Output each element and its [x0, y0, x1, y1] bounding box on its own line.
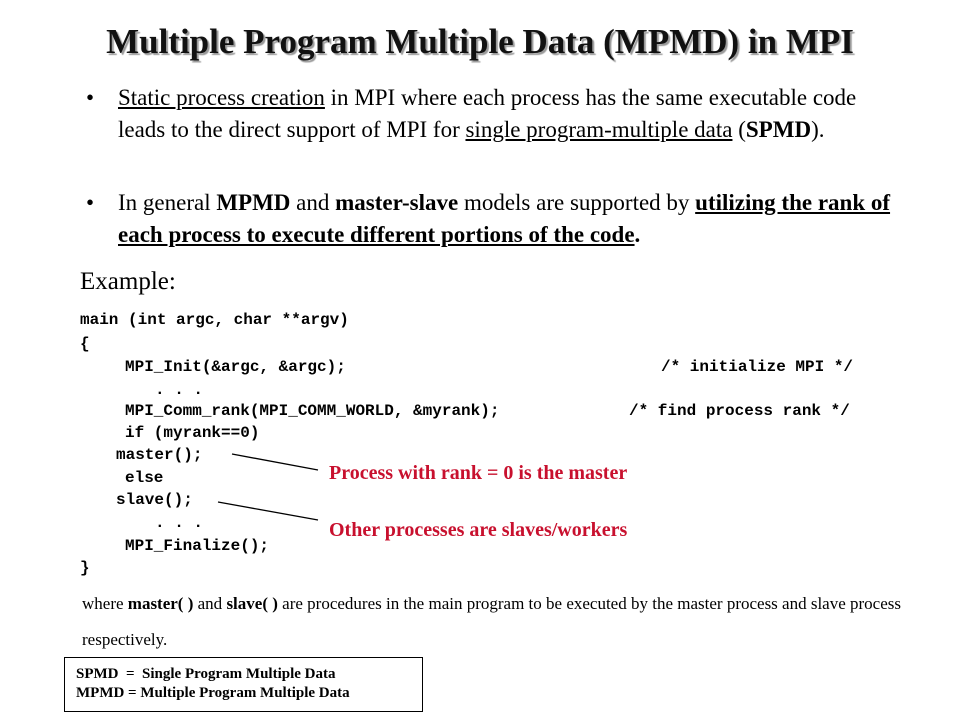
- spmd-acronym: SPMD: [745, 117, 812, 142]
- legend-spmd: SPMD = Single Program Multiple Data: [76, 666, 336, 682]
- slave-function: slave( ): [226, 594, 278, 613]
- static-creation-text: Static process creation: [118, 85, 325, 110]
- mpmd-acronym: MPMD: [216, 190, 291, 215]
- code-line: . . .: [155, 514, 204, 532]
- master-callout: Process with rank = 0 is the master: [329, 462, 628, 484]
- slave-callout: Other processes are slaves/workers: [329, 519, 628, 541]
- legend-mpmd: MPMD = Multiple Program Multiple Data: [76, 685, 350, 701]
- code-line: if (myrank==0): [125, 424, 260, 442]
- bullet-text: In general: [118, 190, 217, 215]
- acronym-legend-box: [64, 657, 423, 712]
- code-line: main (int argc, char **argv): [80, 311, 349, 329]
- bullet-text: in MPI where each process has the same executable code leads to the direct support of MPI for: [118, 85, 857, 142]
- code-line: MPI_Init(&argc, &argc);: [125, 358, 346, 376]
- bullet-text: (: [732, 117, 746, 142]
- slave-callout-line: [218, 502, 318, 520]
- procedures-note: [82, 586, 902, 658]
- code-comment: /* initialize MPI */: [661, 358, 854, 376]
- slide-title: Multiple Program Multiple Data (MPMD) in MPI: [106, 22, 854, 61]
- code-line: MPI_Finalize();: [125, 537, 270, 555]
- master-function: master( ): [127, 594, 194, 613]
- example-label: Example:: [80, 268, 176, 295]
- bullet-text: models are supported by: [458, 190, 696, 215]
- code-comment: /* find process rank */: [629, 402, 850, 420]
- note-text: where: [82, 594, 128, 613]
- code-line: else: [125, 469, 164, 487]
- code-line: }: [80, 559, 90, 577]
- note-text: are procedures in the main program to be executed by the master process and slave process respectively.: [82, 594, 902, 649]
- code-line: master();: [116, 446, 203, 464]
- bullet-text: and: [290, 190, 336, 215]
- code-line: . . .: [155, 381, 204, 399]
- master-slave-term: master-slave: [335, 190, 459, 215]
- spmd-phrase: single program-multiple data: [465, 117, 733, 142]
- bullet-marker: •: [86, 190, 95, 215]
- bullet-text: .: [634, 222, 641, 247]
- code-line: slave();: [116, 491, 193, 509]
- rank-emphasis: utilizing the rank of each process to execute different portions of the code: [118, 190, 891, 247]
- code-line: MPI_Comm_rank(MPI_COMM_WORLD, &myrank);: [125, 402, 500, 420]
- master-callout-line: [232, 454, 318, 470]
- note-text: and: [193, 594, 227, 613]
- bullet-marker: •: [86, 85, 95, 110]
- bullet-text: ).: [811, 117, 825, 142]
- code-line: {: [80, 335, 90, 353]
